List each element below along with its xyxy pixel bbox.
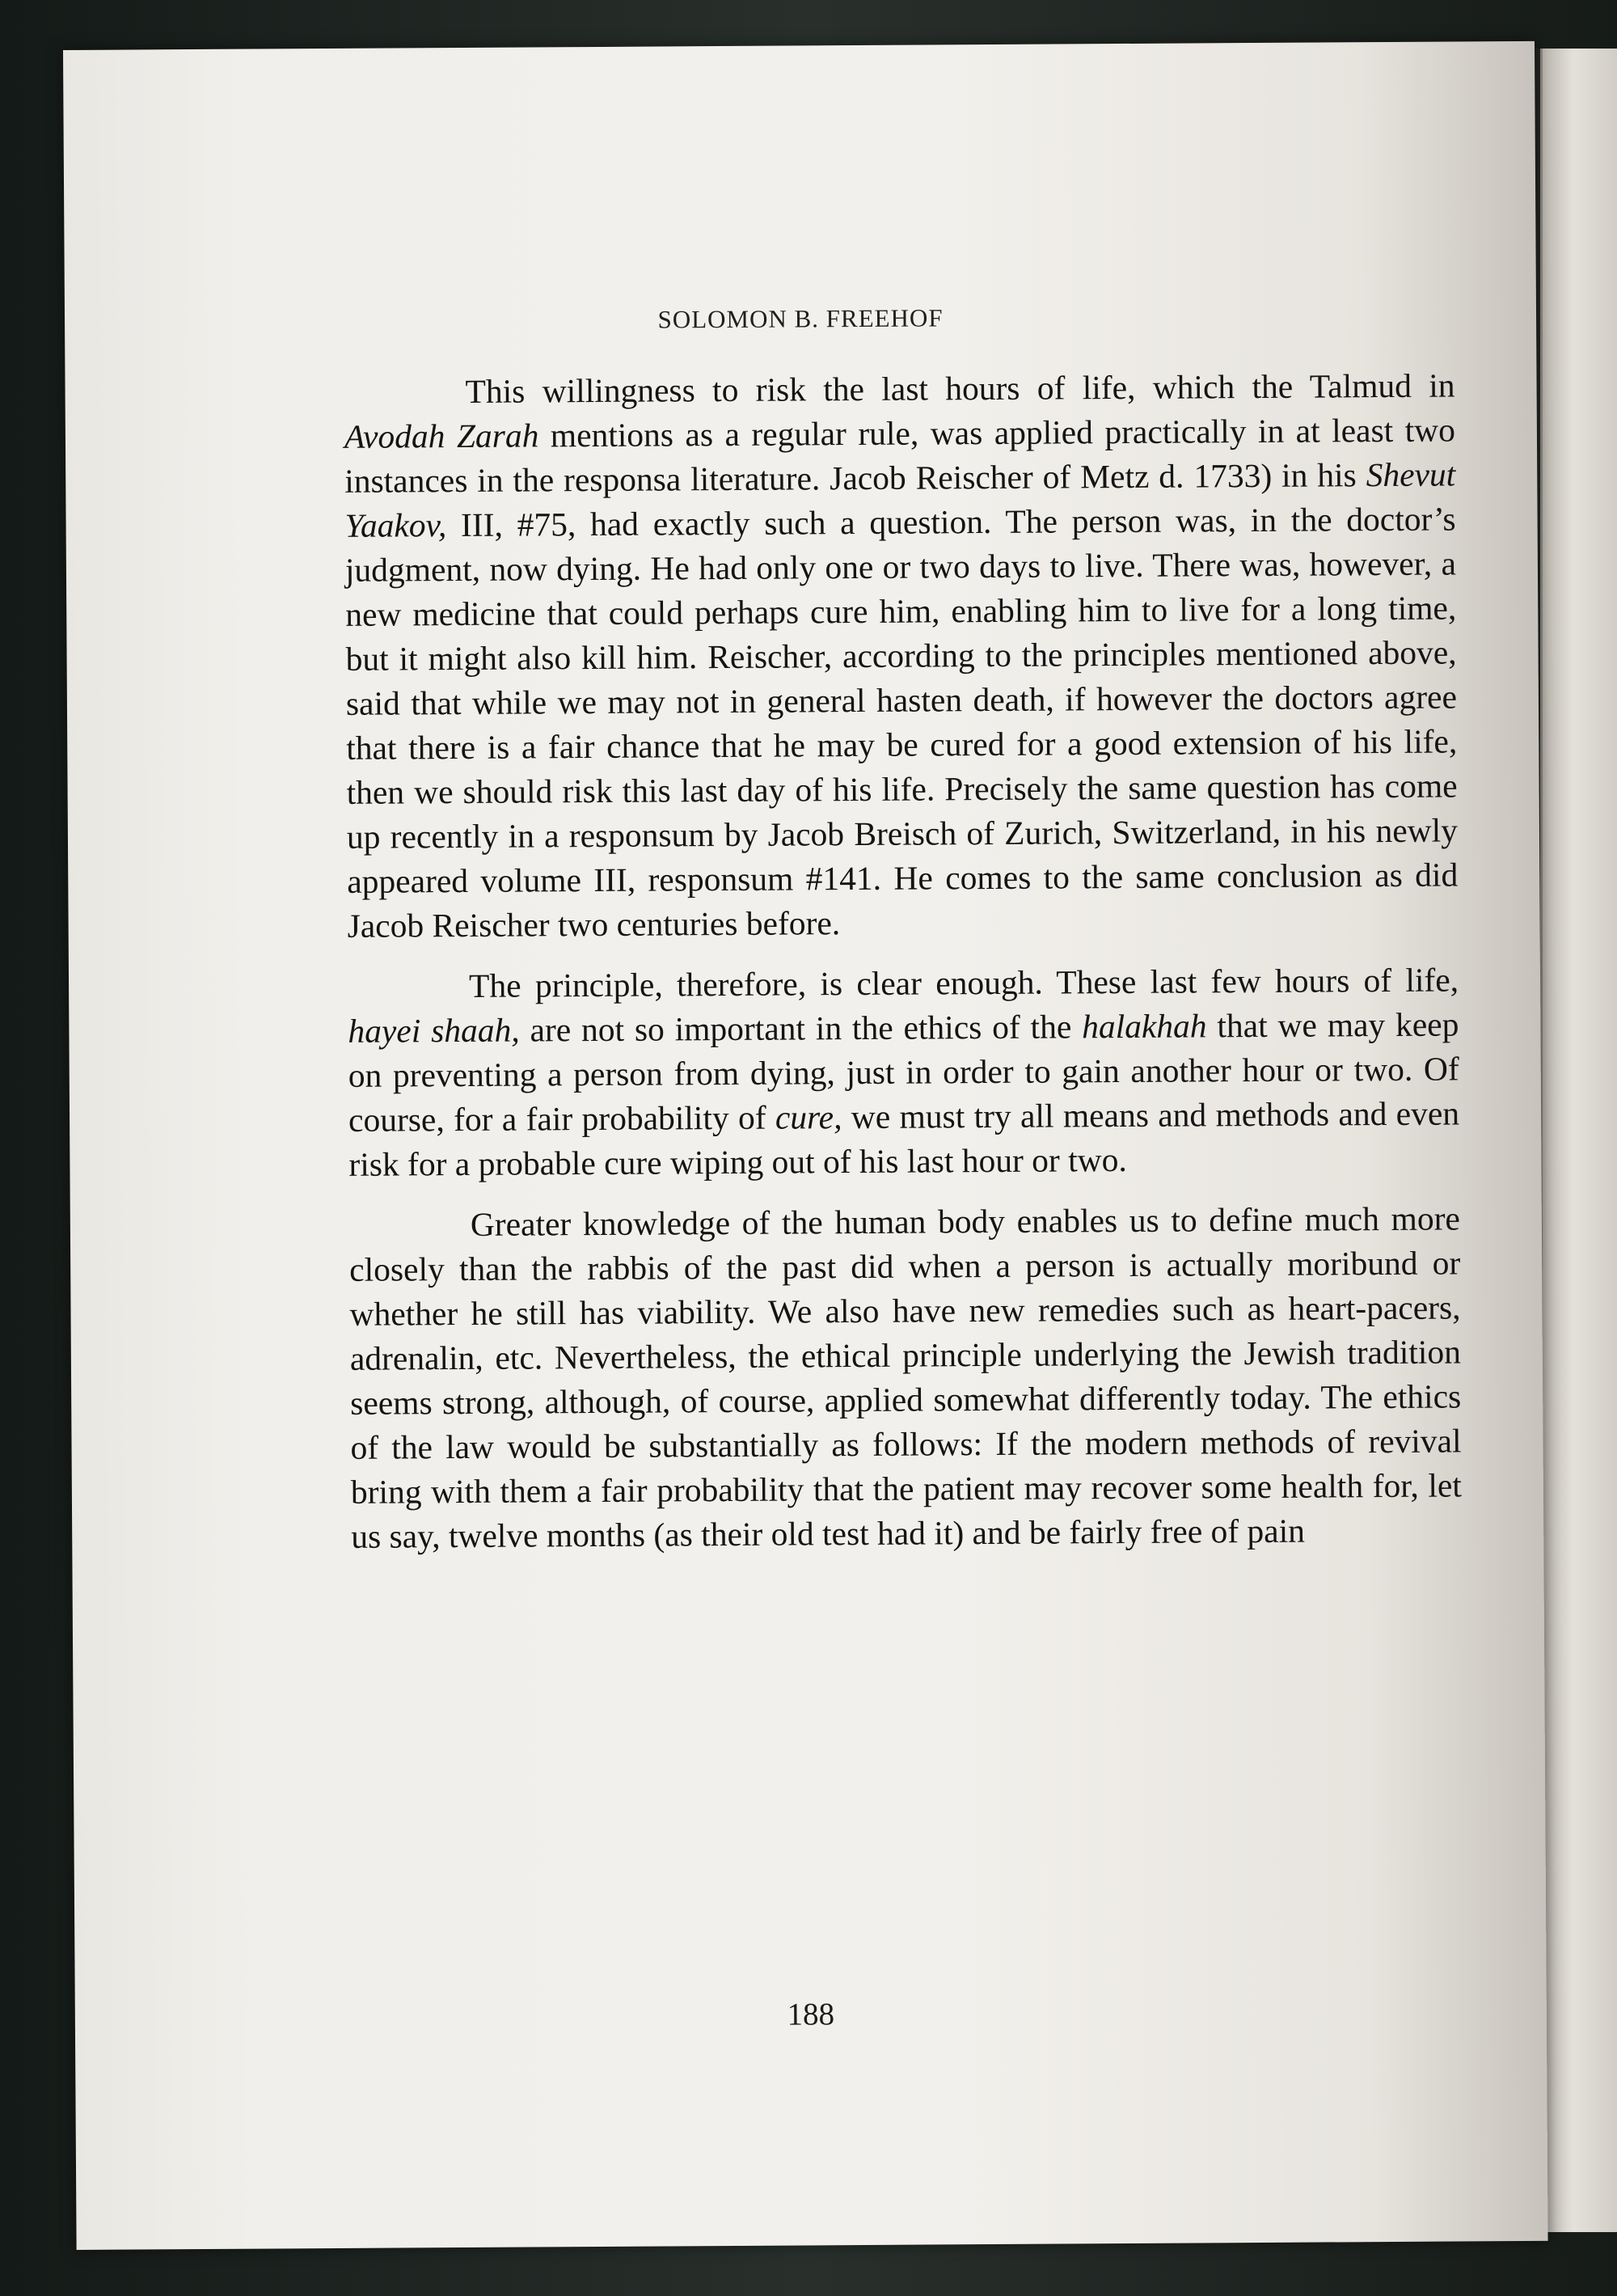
italic-term: hayei shaah, <box>348 1011 520 1050</box>
text-segment: III, #75, had exactly such a question. The person was, in the doctor’s judgment, now dying. He had only one or two days to live. There was, however, a new medicine that could perhaps cure him, enabling him to live for a long time, but it might also kill him. Reischer, according to the principles mentioned above, said that while we may not in general hasten death, if however the doctors agree that there is a fair chance that he may be cured for a good extension of his life, then we should risk this last day of his life. Precisely the same question has come up recently in a responsum by Jacob Breisch of Zurich, Switzerland, in his newly appeared volume III, responsum #141. He comes to the same conclusion as did Jacob Reischer two centuries before. <box>344 500 1459 945</box>
paragraph <box>349 1196 1463 1558</box>
text-segment: This willingness to risk the last hours of life, which the Talmud in <box>465 366 1455 410</box>
text-segment: we must try all means and methods and even risk for a probable cure wiping out of his last hour or two. <box>348 1094 1460 1183</box>
text-segment: Greater knowledge of the human body enables us to define much more closely than the rabbis of the past did when a person is actually moribund or whether he still has viability. We also have new remedies such as heart-pacers, adrenalin, etc. Nevertheless, the ethical principle underlying the Jewish tradition seems strong, although, of course, applied somewhat differently today. The ethics of the law would be substantially as follows: If the modern methods of revival bring with them a fair probability that the patient may recover some health for, let us say, twelve months (as their old test had it) and be fairly free of pain <box>349 1199 1463 1555</box>
text-segment: that we may keep on preventing a person from dying, just in order to gain another hour or two. Of course, for a fair probability of <box>348 1005 1459 1139</box>
facing-page-edge <box>1540 49 1617 2232</box>
italic-term: halakhah <box>1081 1007 1207 1046</box>
text-segment: are not so important in the ethics of the <box>519 1008 1083 1049</box>
page-number: 188 <box>787 1997 835 2032</box>
running-head: SOLOMON B. FREEHOF <box>657 303 944 334</box>
italic-term: cure, <box>775 1098 842 1136</box>
text-segment: The principle, therefore, is clear enough. These last few hours of life, <box>468 961 1459 1004</box>
paragraph <box>348 958 1460 1186</box>
paragraph <box>344 363 1458 948</box>
book-page <box>63 41 1548 2250</box>
italic-term: Avodah Zarah <box>344 416 539 455</box>
italic-term: Shevut Yaakov, <box>344 455 1456 544</box>
body-text <box>344 363 1462 1575</box>
text-segment: mentions as a regular rule, was applied practically in at least two instances in the responsa literature. Jacob Reischer of Metz d. 1733) in his <box>344 411 1456 500</box>
